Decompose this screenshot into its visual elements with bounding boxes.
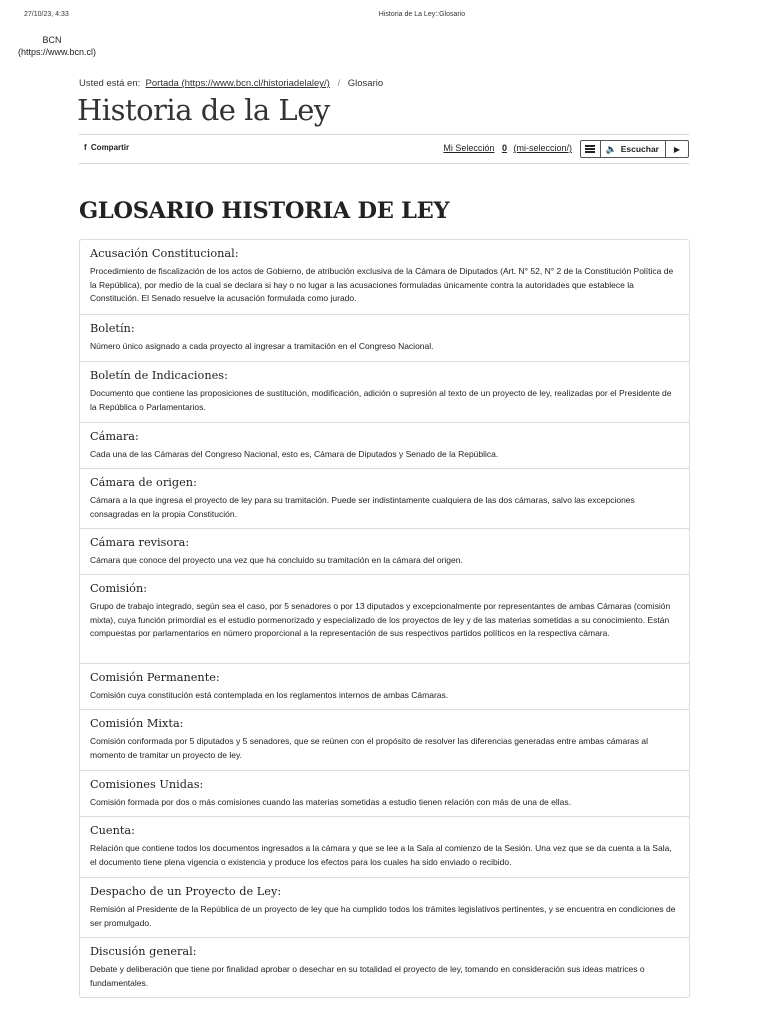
glossary-term: Acusación Constitucional: (90, 247, 239, 260)
glossary-definition: Comisión formada por dos o más comisiones cuando las materias sometidas a estudio tienen relación con más de una de ellas. (90, 797, 571, 807)
glossary-entry (80, 709, 689, 770)
facebook-icon: f (84, 143, 87, 152)
my-selection (443, 143, 572, 153)
glossary-definition: Cámara a la que ingresa el proyecto de ley para su tramitación. Puede ser indistintamente cualquiera de las dos cámaras, salvo las excepciones consagradas en la propia Constitución. (90, 495, 635, 519)
listen-button[interactable] (601, 141, 667, 157)
glossary-term: Cámara revisora: (90, 536, 190, 549)
glossary-definition: Remisión al Presidente de la República de un proyecto de ley que ha cumplido todos los trámites legislativos pertinentes, y se encuentra en condiciones de ser promulgado. (90, 904, 676, 928)
glossary-term: Comisión Mixta: (90, 717, 184, 730)
print-date: 27/10/23, 4:33 (24, 11, 69, 18)
print-title: Historia de La Ley::Glosario (378, 11, 466, 18)
glossary-entry (80, 877, 689, 937)
glossary-term: Boletín: (90, 322, 135, 335)
breadcrumb (79, 78, 383, 89)
glossary-definition: Grupo de trabajo integrado, según sea el caso, por 5 senadores o por 13 diputados y excepcionalmente por representantes de ambas Cámaras (comisión mixta), cuya función primordial es el estudio pormenorizado y especializado de los proyectos de ley y de las materias sometidas a su conocimiento. Están compuestas por parlamentarios en número proporcional a la representación de sus respectivos partidos políticos en la respectiva cámara. (90, 601, 671, 639)
glossary-term: Cámara: (90, 430, 139, 443)
audio-player (580, 140, 690, 158)
glossary-entry (80, 816, 689, 877)
glossary-term: Boletín de Indicaciones: (90, 369, 228, 382)
listen-label: Escuchar (620, 144, 659, 154)
my-selection-count: 0 (501, 143, 507, 153)
glossary-definition: Comisión conformada por 5 diputados y 5 senadores, que se reúnen con el propósito de resolver las diferencias generadas entre ambas cámaras al momento de tramitar un proyecto de ley. (90, 736, 649, 760)
glossary-definition: Cada una de las Cámaras del Congreso Nacional, esto es, Cámara de Diputados y Senado de la República. (90, 449, 499, 459)
glossary-definition: Debate y deliberación que tiene por finalidad aprobar o desechar en su totalidad el proyecto de ley, tomando en consideración sus ideas matrices o fundamentales. (90, 964, 645, 988)
glossary-entry (80, 574, 689, 663)
share-button[interactable] (84, 143, 129, 152)
glossary-term: Comisión Permanente: (90, 671, 220, 684)
glossary-entry (80, 361, 689, 422)
glossary-term: Discusión general: (90, 945, 197, 958)
share-label: Compartir (90, 143, 130, 152)
glossary-term: Comisión: (90, 582, 148, 595)
glossary-entry (80, 468, 689, 528)
hamburger-icon[interactable] (581, 141, 601, 157)
breadcrumb-current: Glosario (347, 78, 384, 89)
breadcrumb-home-link[interactable]: Portada (https://www.bcn.cl/historiadelaley/) (145, 78, 330, 89)
glossary-definition: Comisión cuya constitución está contemplada en los reglamentos internos de ambas Cámaras. (90, 690, 449, 700)
play-icon[interactable]: ▶ (673, 144, 681, 154)
glossary-definition: Cámara que conoce del proyecto una vez que ha concluido su tramitación en la cámara del origen. (90, 555, 463, 565)
print-header (0, 11, 768, 23)
site-title: Historia de la Ley (77, 93, 330, 127)
glossary-entry (80, 314, 689, 361)
glossary-entry (80, 770, 689, 816)
bcn-logo-name: BCN (42, 35, 62, 45)
breadcrumb-separator: / (337, 78, 341, 89)
speaker-icon: 🔈 (605, 143, 617, 154)
glossary-definition: Documento que contiene las proposiciones de sustitución, modificación, adición o supresión al texto de un proyecto de ley, realizadas por el Presidente de la República o Parlamentarios. (90, 388, 672, 412)
glossary-definition: Número único asignado a cada proyecto al ingresar a tramitación en el Congreso Nacional. (90, 341, 434, 351)
page-heading: GLOSARIO HISTORIA DE LEY (79, 198, 450, 224)
glossary-entry (80, 240, 689, 314)
glossary-definition: Procedimiento de fiscalización de los actos de Gobierno, de atribución exclusiva de la Cámara de Diputados (Art. N° 52, N° 2 de la Constitución Política de la República), por medio de la cual se declara si hay o no lugar a las acusaciones formuladas únicamente contra la autoridades que establece la Constitución. El Senado resuelve la acusación formulada como jurado. (90, 266, 674, 304)
my-selection-link[interactable]: Mi Selección (443, 143, 495, 153)
bcn-logo-link[interactable] (18, 34, 97, 58)
glossary-list (79, 239, 690, 998)
glossary-term: Comisiones Unidas: (90, 778, 204, 791)
my-selection-url-link[interactable]: (mi-seleccion/) (513, 143, 572, 153)
glossary-term: Cuenta: (90, 824, 135, 837)
bcn-logo-url: (https://www.bcn.cl) (18, 47, 97, 57)
glossary-entry (80, 528, 689, 574)
glossary-definition: Relación que contiene todos los documentos ingresados a la cámara y que se lee a la Sala al comienzo de la Sesión. Una vez que se da cuenta a la Sala, el documento tiene plena vigencia o existencia y produce los efectos para los cuales ha sido enviado o recibido. (90, 843, 672, 867)
glossary-term: Cámara de origen: (90, 476, 197, 489)
breadcrumb-prefix: Usted está en: (79, 78, 141, 89)
glossary-entry (80, 937, 689, 997)
glossary-entry (80, 663, 689, 709)
page-toolbar (79, 134, 689, 164)
glossary-entry (80, 422, 689, 468)
glossary-term: Despacho de un Proyecto de Ley: (90, 885, 282, 898)
